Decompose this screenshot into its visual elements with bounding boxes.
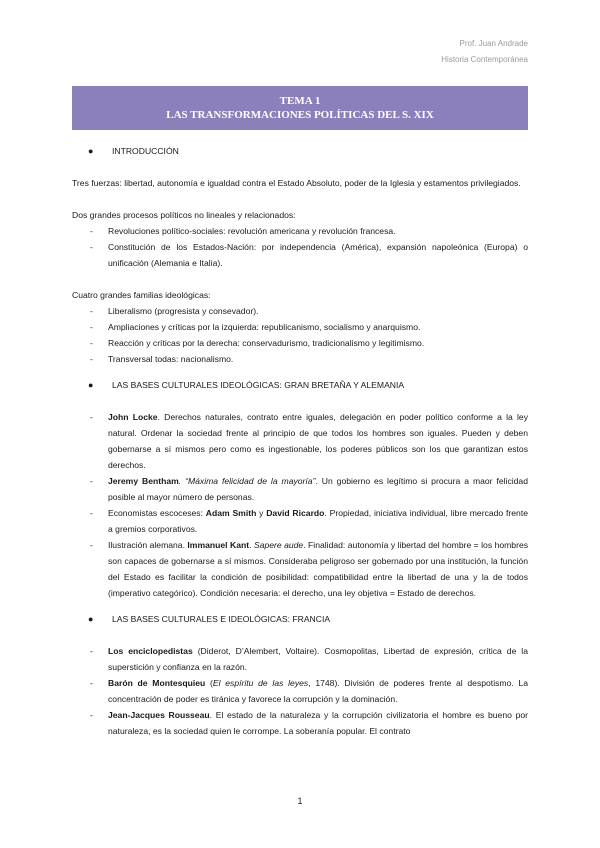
processes-list [72,223,528,271]
list-item-montesquieu: - Barón de Montesquieu (El espíritu de las leyes, 1748). División de poderes frente al despotismo. La concentración de poder es tiránica y favorece la corrupción y la dominación. [90,678,528,704]
list-item: - Liberalismo (progresista y consevador). [90,306,259,316]
list-item-economists: - Economistas escoceses: Adam Smith y David Ricardo. Propiedad, iniciativa individual, libre mercado frente a gremios corporativos. [90,508,528,534]
header-author: Prof. Juan Andrade [459,39,528,48]
header-course: Historia Contemporánea [441,55,528,64]
processes-paragraph: Dos grandes procesos políticos no lineales y relacionados: [72,210,296,220]
heading-text: INTRODUCCIÓN [112,146,179,156]
list-item-kant: - Ilustración alemana. Immanuel Kant. Sapere aude. Finalidad: autonomía y libertad del hombre = los hombres son capaces de gobernarse a sí mismos. Consideraba peligroso ser gobernado por una institución, la función del Estado es facilitar la condición de posibilidad: compatibilidad entre la libertad de una y la de todos (imperativo categórico). Condición necesaria: el derecho, una ley objetiva = Estado de derechos. [90,540,529,598]
page-header [441,36,528,68]
list-item-locke: - John Locke. Derechos naturales, contrato entre iguales, delegación en poder político conforme a la ley natural. Ordenar la sociedad frente al principio de que todos los hombres son iguales. Pueden y deben gobernarse a sí mismos pero como es ingestionable, los poderes públicos son los que garantizan estos derechos. [90,412,528,470]
intro-paragraph: Tres fuerzas: libertad, autonomía e igualdad contra el Estado Absoluto, poder de la Iglesia y estamentos privilegiados. [72,178,521,188]
list-item: - Constitución de los Estados-Nación: por independencia (América), expansión napoleónica (Europa) o unificación (Alemania e Italia). [90,242,528,268]
page-number: 1 [297,796,303,806]
families-paragraph: Cuatro grandes familias ideológicas: [72,290,211,300]
section-heading-gb [72,377,528,393]
bullet-icon: ● [88,146,94,156]
list-item: - Reacción y críticas por la derecha: conservadurismo, tradicionalismo y legitimismo. [90,338,425,348]
families-list [72,303,528,367]
list-item: - Ampliaciones y críticas por la izquierda: republicanismo, socialismo y anarquismo. [90,322,421,332]
list-item-rousseau: - Jean-Jacques Rousseau. El estado de la naturaleza y la corrupción civilizatoria el hombre es bueno por naturaleza, es la sociedad quien le corrompe. La soberanía popular. El contrato [90,710,528,736]
list-item: - Transversal todas: nacionalismo. [90,354,234,364]
heading-text: LAS BASES CULTURALES E IDEOLÓGICAS: FRANCIA [112,614,331,624]
list-item-bentham: - Jeremy Bentham. “Máxima felicidad de la mayoría”. Un gobierno es legítimo si procura a maor felicidad posible al mayor número de personas. [90,476,528,502]
list-item: - Revoluciones político-sociales: revolución americana y revolución francesa. [90,226,396,236]
bullet-icon: ● [88,614,94,624]
document-body [72,143,528,739]
title-subject: LAS TRANSFORMACIONES POLÍTICAS DEL S. XIX [166,109,434,121]
title-banner [72,86,528,130]
list-item-encyclopedists: - Los enciclopedistas (Diderot, D’Alembert, Voltaire). Cosmopolitas, Libertad de expresión, crítica de la superstición y confianza en la razón. [90,646,529,672]
heading-text: LAS BASES CULTURALES IDEOLÓGICAS: GRAN BRETAÑA Y ALEMANIA [112,380,405,390]
france-list [72,643,528,739]
bullet-icon: ● [88,380,94,390]
section-heading-france [72,611,528,627]
section-heading-intro [72,143,528,159]
title-topic: TEMA 1 [279,95,321,107]
gb-list [72,409,528,601]
